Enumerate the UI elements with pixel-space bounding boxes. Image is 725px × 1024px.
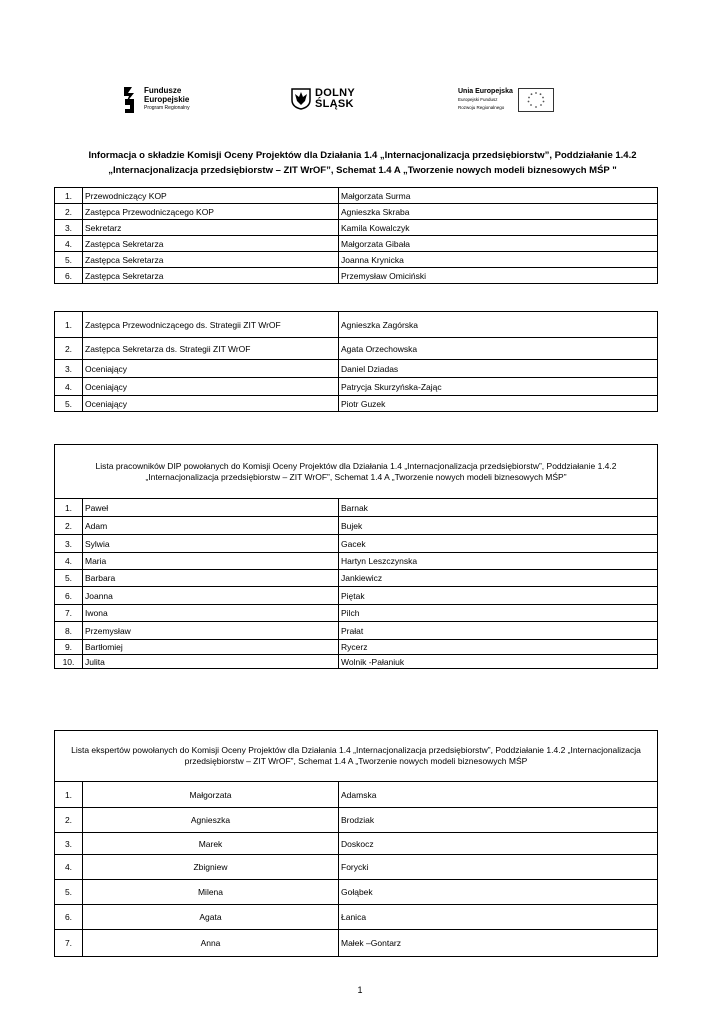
page-number: 1 <box>357 985 363 995</box>
table-cell: Jankiewicz <box>339 570 658 587</box>
table-cell: Zbigniew <box>83 855 339 880</box>
table-cell: 6. <box>55 268 83 284</box>
table-cell: Piętak <box>339 587 658 605</box>
table-row <box>55 188 658 204</box>
table-cell: Gacek <box>339 535 658 553</box>
table-row <box>55 930 658 957</box>
logo-bar <box>0 84 725 120</box>
table-row <box>55 570 658 587</box>
table-cell: Iwona <box>83 605 339 622</box>
zit-committee-table <box>54 311 658 412</box>
table-cell: 4. <box>55 378 83 396</box>
table-header-row <box>55 731 658 782</box>
header-line: Lista pracowników DIP powołanych do Komisji Oceny Projektów dla Działania 1.4 „Internacjonalizacja przedsiębiorstw”, Poddziałanie 1.4.2 <box>95 460 617 471</box>
table-cell: Oceniający <box>83 378 339 396</box>
table-cell: Joanna Krynicka <box>339 252 658 268</box>
table-cell: Małgorzata <box>83 782 339 808</box>
header-line: przedsiębiorstw – ZIT WrOF”, Schemat 1.4 A „Tworzenie nowych modeli biznesowych MŚP <box>184 756 528 766</box>
table-row <box>55 782 658 808</box>
table-cell: 1. <box>55 499 83 517</box>
table-cell: Marek <box>83 833 339 855</box>
table-cell: Małek –Gontarz <box>339 930 658 957</box>
title-line: „Internacjonalizacja przedsiębiorstw – ZIT WrOF”, Schemat 1.4 A „Tworzenie nowych modeli biznesowych MŚP " <box>108 165 617 176</box>
table-row <box>55 338 658 360</box>
logo-text: Fundusze <box>144 86 182 95</box>
logo-text: Unia Europejska <box>458 88 513 95</box>
committee-table <box>54 187 658 284</box>
table-row <box>55 236 658 252</box>
table-cell: Przemysław <box>83 622 339 640</box>
table-row <box>55 204 658 220</box>
table-row <box>55 535 658 553</box>
table-row <box>55 855 658 880</box>
table-cell: 1. <box>55 188 83 204</box>
table-cell: Agata <box>83 905 339 930</box>
table-cell: 1. <box>55 312 83 338</box>
table-header <box>55 731 658 782</box>
table-cell: Oceniający <box>83 396 339 412</box>
table-row <box>55 655 658 669</box>
table-cell: Agnieszka Zagórska <box>339 312 658 338</box>
table-cell: 7. <box>55 930 83 957</box>
table-row <box>55 268 658 284</box>
header-line: „Internacjonalizacja przedsiębiorstw – ZIT WrOF”, Schemat 1.4 A „Tworzenie nowych modeli biznesowych MŚP” <box>145 471 567 482</box>
table-cell: Łanica <box>339 905 658 930</box>
table-cell: 2. <box>55 517 83 535</box>
table-cell: Zastępca Przewodniczącego ds. Strategii ZIT WrOF <box>83 312 339 338</box>
table-cell: 2. <box>55 204 83 220</box>
table-cell: 5. <box>55 570 83 587</box>
table-row <box>55 553 658 570</box>
table-cell: Forycki <box>339 855 658 880</box>
table-cell: Małgorzata Gibała <box>339 236 658 252</box>
table-cell: Brodziak <box>339 808 658 833</box>
table-row <box>55 252 658 268</box>
table-cell: Wolnik -Pałaniuk <box>339 655 658 669</box>
table-cell: 5. <box>55 252 83 268</box>
table-cell: Maria <box>83 553 339 570</box>
table-cell: Anna <box>83 930 339 957</box>
table-row <box>55 220 658 236</box>
table-cell: Przemysław Omiciński <box>339 268 658 284</box>
table-cell: 3. <box>55 360 83 378</box>
fundusze-europejskie-logo <box>122 86 190 113</box>
table-cell: Paweł <box>83 499 339 517</box>
table-cell: Agnieszka <box>83 808 339 833</box>
table-cell: 5. <box>55 880 83 905</box>
table-cell: 4. <box>55 553 83 570</box>
logo-text: Europejski Fundusz <box>458 97 498 102</box>
table-cell: Małgorzata Surma <box>339 188 658 204</box>
title-line: Informacja o składzie Komisji Oceny Projektów dla Działania 1.4 „Internacjonalizacja przedsiębiorstw”, Poddziałanie 1.4.2 <box>88 150 637 161</box>
table-row <box>55 640 658 655</box>
table-cell: Daniel Dziadas <box>339 360 658 378</box>
table-cell: Sekretarz <box>83 220 339 236</box>
table-cell: Doskocz <box>339 833 658 855</box>
table-cell: Patrycja Skurzyńska-Zając <box>339 378 658 396</box>
table-cell: 9. <box>55 640 83 655</box>
table-row <box>55 378 658 396</box>
table-cell: Piotr Guzek <box>339 396 658 412</box>
table-cell: 5. <box>55 396 83 412</box>
page-title <box>60 148 665 178</box>
table-cell: 6. <box>55 587 83 605</box>
table-cell: Hartyn Leszczynska <box>339 553 658 570</box>
table-cell: Prałat <box>339 622 658 640</box>
table-cell: Bujek <box>339 517 658 535</box>
table-row <box>55 605 658 622</box>
table-cell: 3. <box>55 220 83 236</box>
table-cell: Pilch <box>339 605 658 622</box>
table-cell: Przewodniczący KOP <box>83 188 339 204</box>
unia-europejska-logo <box>458 88 554 112</box>
table-row <box>55 622 658 640</box>
table-header-row <box>55 445 658 499</box>
table-cell: Zastępca Sekretarza <box>83 268 339 284</box>
table-cell: Zastępca Sekretarza <box>83 236 339 252</box>
table-cell: 4. <box>55 236 83 252</box>
eu-flag-icon <box>518 88 554 112</box>
table-cell: Adam <box>83 517 339 535</box>
logo-text: DOLNY <box>315 87 355 99</box>
table-cell: Barnak <box>339 499 658 517</box>
table-cell: 2. <box>55 808 83 833</box>
table-row <box>55 905 658 930</box>
table-row <box>55 880 658 905</box>
header-line: Lista ekspertów powołanych do Komisji Oceny Projektów dla Działania 1.4 „Internacjonalizacja przedsiębiorstw”, Poddziałanie 1.4.2 „Internacjonalizacja <box>71 745 641 755</box>
table-cell: Kamila Kowalczyk <box>339 220 658 236</box>
table-cell: Milena <box>83 880 339 905</box>
table-cell: Zastępca Przewodniczącego KOP <box>83 204 339 220</box>
logo-text: ŚLĄSK <box>315 98 354 110</box>
table-cell: Zastępca Sekretarza ds. Strategii ZIT WrOF <box>83 338 339 360</box>
table-row <box>55 396 658 412</box>
table-cell: Rycerz <box>339 640 658 655</box>
table-cell: Julita <box>83 655 339 669</box>
table-row <box>55 312 658 338</box>
table-cell: 3. <box>55 535 83 553</box>
table-cell: Agata Orzechowska <box>339 338 658 360</box>
table-cell: Sylwia <box>83 535 339 553</box>
table-header <box>55 445 658 499</box>
table-cell: Zastępca Sekretarza <box>83 252 339 268</box>
table-cell: Adamska <box>339 782 658 808</box>
table-cell: Gołąbek <box>339 880 658 905</box>
table-cell: 3. <box>55 833 83 855</box>
dolny-slask-logo <box>291 88 355 110</box>
table-cell: 7. <box>55 605 83 622</box>
table-cell: 6. <box>55 905 83 930</box>
eagle-shield-icon <box>291 88 311 110</box>
table-cell: 8. <box>55 622 83 640</box>
dip-staff-table <box>54 444 658 669</box>
logo-text: Program Regionalny <box>144 105 190 111</box>
table-cell: Joanna <box>83 587 339 605</box>
table-cell: Agnieszka Skraba <box>339 204 658 220</box>
experts-table <box>54 730 658 957</box>
table-row <box>55 587 658 605</box>
table-cell: Bartłomiej <box>83 640 339 655</box>
table-row <box>55 517 658 535</box>
table-cell: 4. <box>55 855 83 880</box>
logo-text: Rozwoju Regionalnego <box>458 105 505 110</box>
table-cell: Oceniający <box>83 360 339 378</box>
fundusze-europejskie-icon <box>122 87 140 113</box>
table-row <box>55 360 658 378</box>
table-cell: 10. <box>55 655 83 669</box>
table-cell: 1. <box>55 782 83 808</box>
table-row <box>55 833 658 855</box>
table-row <box>55 499 658 517</box>
table-row <box>55 808 658 833</box>
table-cell: Barbara <box>83 570 339 587</box>
logo-text: Europejskie <box>144 95 190 104</box>
table-cell: 2. <box>55 338 83 360</box>
